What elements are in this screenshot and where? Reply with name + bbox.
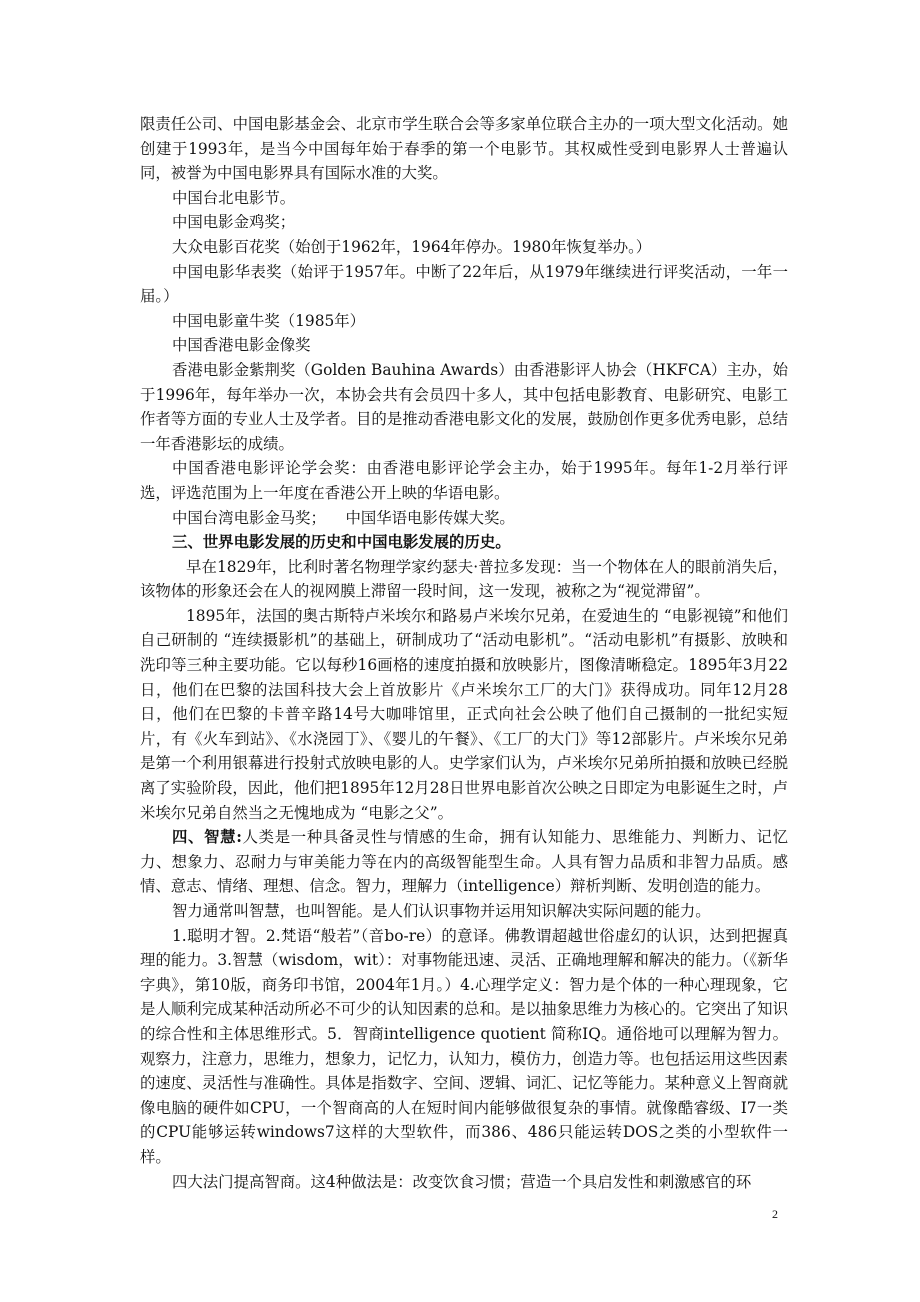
list-item-golden-calf: 中国电影童牛奖（1985年）: [172, 311, 366, 330]
paragraph-golden-bauhinia: 香港电影金紫荆奖（Golden Bauhina Awards）由香港影评人协会（HKFCA）主办，始于1996年，每年举办一次，本协会共有会员四十多人，其中包括电影教育、电影研究、电影工作者等方面的专业人士及学者。目的是推动香港电影文化的发展，鼓励创作更多优秀电影，总结一年香港影坛的成绩。: [140, 360, 788, 453]
list-item-hk-film-awards: 中国香港电影金像奖: [172, 336, 311, 355]
paragraph-wisdom-body: 人类是一种具备灵性与情感的生命，拥有认知能力、思维能力、判断力、记忆力、想象力、忍耐力与审美能力等在内的高级智能型生命。人具有智力品质和非智力品质。感情、意志、情绪、理想、信念。智力，理解力（intelligence）辩析判断、发明创造的能力。: [140, 828, 788, 896]
paragraph-persistence-of-vision: 早在1829年，比利时著名物理学家约瑟夫·普拉多发现：当一个物体在人的眼前消失后，该物体的形象还会在人的视网膜上滞留一段时间，这一发现，被称之为“视觉滞留”。: [140, 557, 788, 601]
document-page: [140, 112, 788, 1194]
page-number: 2: [772, 1207, 778, 1221]
paragraph-wisdom-meanings: 1.聪明才智。2.梵语“般若”（音bo-re）的意译。佛教谓超越世俗虚幻的认识，达到把握真理的能力。3.智慧（wisdom，wit）：对事物能迅速、灵活、正确地理解和解决的能力。（《新华字典》，第10版，商务印书馆，2004年1月。）4.心理学定义：智力是个体的一种心理现象，它是人顺利完成某种活动所必不可少的认知因素的总和。是以抽象思维力为核心的。它突出了知识的综合性和主体思维形式。5．智商intelligence quotient 简称IQ。通俗地可以理解为智力。观察力，注意力，思维力，想象力，记忆力，认知力，模仿力，创造力等。也包括运用这些因素的速度、灵活性与准确性。具体是指数字、空间、逻辑、词汇、记忆等能力。某种意义上智商就像电脑的硬件如CPU，一个智商高的人在短时间内能够做很复杂的事情。就像酷睿级、I7一类的CPU能够运转windows7这样的大型软件，而386、486只能运转DOS之类的小型软件一样。: [140, 926, 788, 1166]
list-item-golden-rooster: 中国电影金鸡奖；: [172, 213, 296, 232]
list-item-taipei-film-festival: 中国台北电影节。: [172, 188, 296, 207]
paragraph-wisdom-intro: [140, 825, 788, 899]
paragraph-lumiere-brothers: 1895年，法国的奥古斯特卢米埃尔和路易卢米埃尔兄弟，在爱迪生的 “电影视镜”和他们自己研制的 “连续摄影机”的基础上，研制成功了“活动电影机”。“活动电影机”有摄影、放映和洗印等三种主要功能。它以每秒16画格的速度拍摄和放映影片，图像清晰稳定。1895年3月22日，他们在巴黎的法国科技大会上首放影片《卢米埃尔工厂的大门》获得成功。同年12月28日，他们在巴黎的卡普辛路14号大咖啡馆里，正式向社会公映了他们自己摄制的一批纪实短片，有《火车到站》、《水浇园丁》、《婴儿的午餐》、《工厂的大门》等12部影片。卢米埃尔兄弟是第一个利用银幕进行投射式放映电影的人。史学家们认为，卢米埃尔兄弟所拍摄和放映已经脱离了实验阶段，因此，他们把1895年12月28日世界电影首次公映之日即定为电影诞生之时，卢米埃尔兄弟自然当之无愧地成为 “电影之父”。: [140, 606, 788, 822]
list-item-hundred-flowers: 大众电影百花奖（始创于1962年，1964年停办。1980年恢复举办。）: [172, 237, 652, 256]
paragraph-four-methods: 四大法门提高智商。这4种做法是：改变饮食习惯；营造一个具启发性和刺激感官的环: [172, 1172, 752, 1191]
paragraph-intelligence-definition: 智力通常叫智慧，也叫智能。是人们认识事物并运用知识解决实际问题的能力。: [172, 902, 711, 920]
section-heading-film-history: 三、世界电影发展的历史和中国电影发展的历史。: [172, 533, 511, 552]
paragraph-hk-film-critics: 中国香港电影评论学会奖：由香港电影评论学会主办，始于1995年。每年1-2月举行评选，评选范围为上一年度在香港公开上映的华语电影。: [140, 459, 788, 502]
list-item-huabiao: 中国电影华表奖（始评于1957年。中断了22年后，从1979年继续进行评奖活动，一年一届。）: [140, 262, 788, 306]
list-item-golden-horse: 中国台湾电影金马奖； 中国华语电影传媒大奖。: [172, 508, 515, 527]
paragraph-intro-continuation: 限责任公司、中国电影基金会、北京市学生联合会等多家单位联合主办的一项大型文化活动。她创建于1993年，是当今中国每年始于春季的第一个电影节。其权威性受到电影界人士普遍认同，被誉为中国电影界具有国际水准的大奖。: [140, 115, 788, 183]
section-heading-wisdom: 四、智慧:: [172, 828, 242, 847]
